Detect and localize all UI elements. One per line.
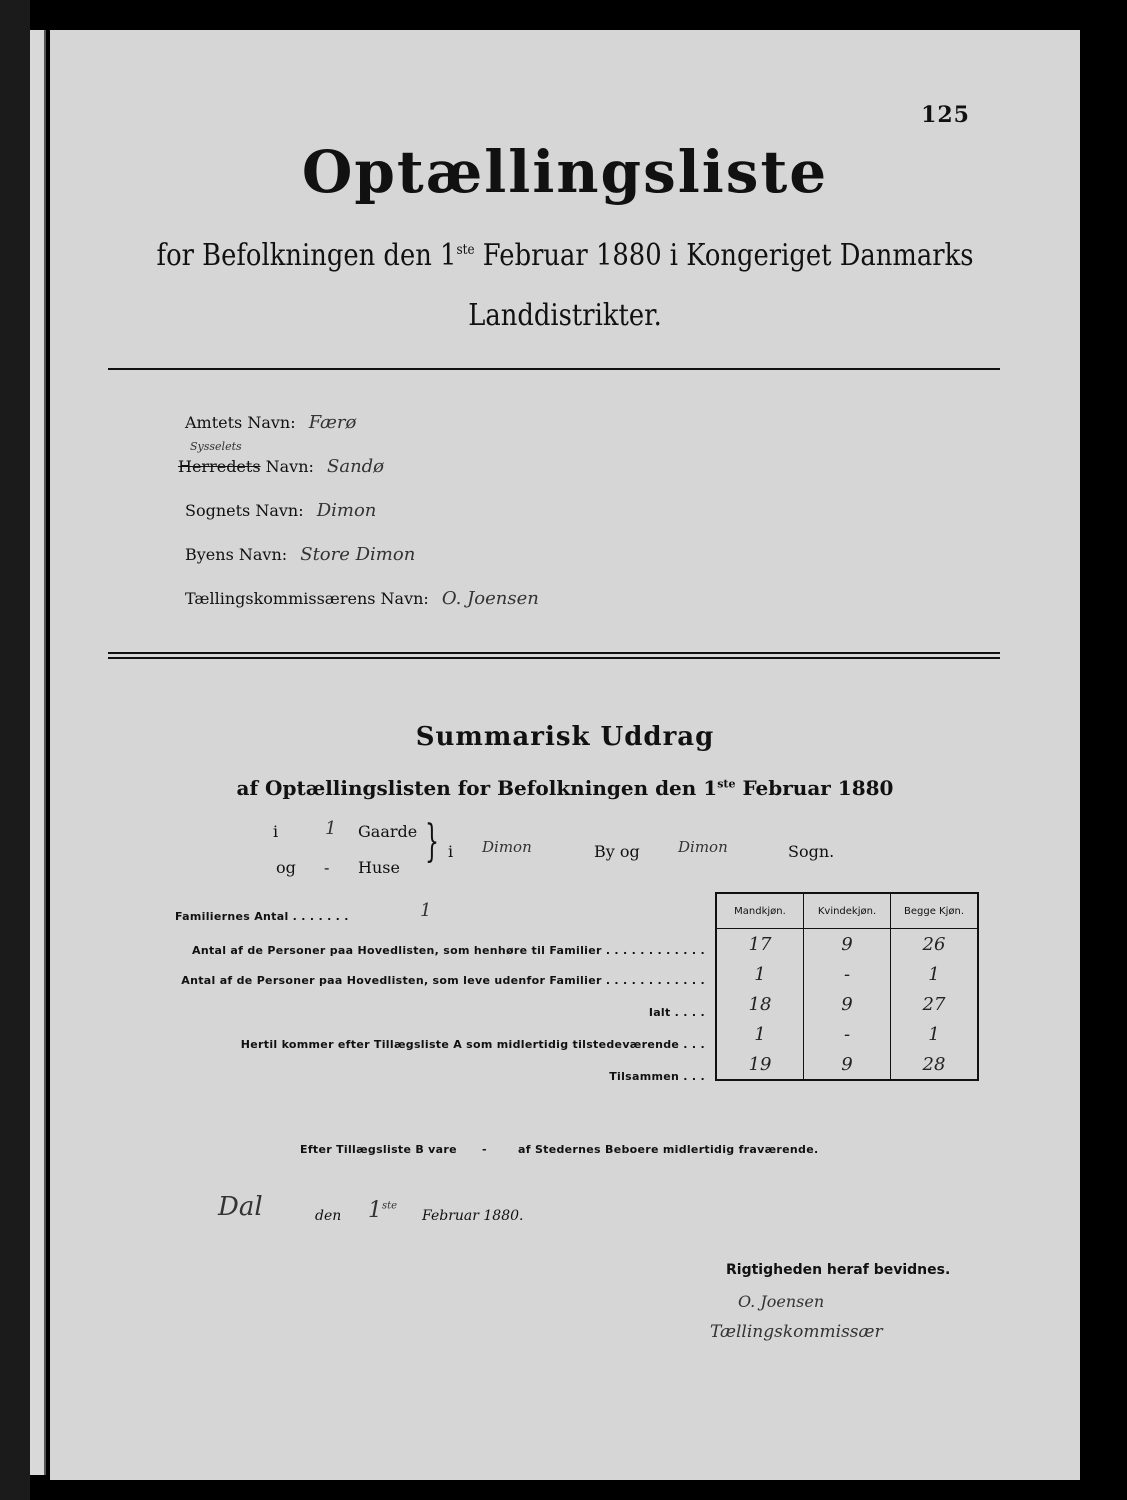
summary-title: Summarisk Uddrag bbox=[415, 722, 715, 752]
field-sogn-value: Dimon bbox=[316, 500, 377, 521]
table-cell: 17 bbox=[716, 929, 804, 960]
table-cell: 1 bbox=[891, 959, 979, 989]
col-header-male: Mandkjøn. bbox=[716, 893, 804, 929]
gaarde-value: 1 bbox=[325, 818, 337, 839]
familiernes-label: Familiernes Antal . . . . . . . bbox=[175, 910, 349, 923]
field-herred-correction: Sysselets bbox=[190, 440, 242, 453]
field-kommissaer-value: O. Joensen bbox=[441, 588, 539, 609]
page-subtitle: for Befolkningen den 1ste Februar 1880 i Kongeriget Danmarks bbox=[156, 238, 974, 273]
col-header-female: Kvindekjøn. bbox=[804, 893, 891, 929]
signature-name: O. Joensen bbox=[738, 1292, 825, 1311]
summary-table bbox=[715, 892, 979, 1081]
field-by-value: Store Dimon bbox=[300, 544, 416, 565]
col-header-both: Begge Kjøn. bbox=[891, 893, 979, 929]
by-label: By og bbox=[594, 842, 640, 861]
field-herred-label: Navn: bbox=[260, 457, 314, 476]
table-cell: - bbox=[804, 1019, 891, 1049]
page-number: 125 bbox=[921, 102, 970, 128]
summary-subtitle: af Optællingslisten for Befolkningen den 1ste Februar 1880 bbox=[236, 776, 894, 800]
table-row bbox=[716, 929, 978, 960]
familiernes-value: 1 bbox=[420, 900, 432, 921]
huse-label: Huse bbox=[358, 858, 400, 877]
table-row bbox=[716, 959, 978, 989]
attestation: Rigtigheden heraf bevidnes. bbox=[726, 1262, 951, 1278]
date-place: Dal bbox=[218, 1192, 263, 1222]
table-cell: - bbox=[804, 959, 891, 989]
table-cell: 1 bbox=[891, 1019, 979, 1049]
field-amt bbox=[185, 412, 356, 433]
field-kommissaer bbox=[185, 588, 539, 609]
gaarde-i: i bbox=[273, 822, 279, 841]
page-subtitle-line2: Landdistrikter. bbox=[468, 298, 662, 333]
page-title: Optællingsliste bbox=[301, 138, 829, 206]
table-cell: 9 bbox=[804, 989, 891, 1019]
huse-og: og bbox=[276, 858, 296, 877]
field-amt-label: Amtets Navn: bbox=[185, 413, 296, 432]
by-i: i bbox=[448, 842, 454, 861]
date-month-year: Februar 1880. bbox=[422, 1208, 524, 1224]
table-cell: 19 bbox=[716, 1049, 804, 1080]
field-amt-value: Færø bbox=[308, 412, 357, 433]
table-cell: 1 bbox=[716, 1019, 804, 1049]
row-label-4: Hertil kommer efter Tillægsliste A som midlertidig tilstedeværende . . . bbox=[240, 1038, 705, 1051]
double-divider-top bbox=[108, 652, 1000, 654]
brace: } bbox=[425, 816, 439, 867]
date-den: den bbox=[315, 1208, 342, 1224]
table-row bbox=[716, 989, 978, 1019]
table-cell: 1 bbox=[716, 959, 804, 989]
row-label-3: Ialt . . . . bbox=[648, 1006, 705, 1019]
efter-pre: Efter Tillægsliste B vare bbox=[300, 1143, 457, 1156]
field-herred-struck-label: Herredets bbox=[178, 457, 261, 476]
table-row bbox=[716, 1049, 978, 1080]
book-binding bbox=[0, 0, 30, 1500]
table-cell: 28 bbox=[891, 1049, 979, 1080]
table-cell: 27 bbox=[891, 989, 979, 1019]
signature-title: Tællingskommissær bbox=[710, 1322, 883, 1342]
date-day: 1ste bbox=[368, 1198, 398, 1223]
field-herred-value: Sandø bbox=[327, 456, 385, 477]
field-kommissaer-label: Tællingskommissærens Navn: bbox=[185, 589, 429, 608]
efter-value: - bbox=[482, 1143, 487, 1156]
page-edge bbox=[30, 30, 46, 1475]
by-value: Dimon bbox=[482, 838, 532, 856]
table-row bbox=[716, 1019, 978, 1049]
table-cell: 9 bbox=[804, 1049, 891, 1080]
gaarde-label: Gaarde bbox=[358, 822, 418, 841]
census-page bbox=[50, 30, 1080, 1480]
double-divider-bottom bbox=[108, 657, 1000, 659]
table-cell: 18 bbox=[716, 989, 804, 1019]
field-by-label: Byens Navn: bbox=[185, 545, 288, 564]
efter-post: af Stedernes Beboere midlertidig fraværende. bbox=[518, 1143, 819, 1156]
row-label-2: Antal af de Personer paa Hovedlisten, som leve udenfor Familier . . . . . . . . . . . . bbox=[181, 974, 705, 987]
field-herred bbox=[178, 456, 384, 477]
field-by bbox=[185, 544, 415, 565]
huse-value: - bbox=[324, 858, 330, 877]
row-label-1: Antal af de Personer paa Hovedlisten, som henhøre til Familier . . . . . . . . . . . . bbox=[192, 944, 705, 957]
sogn-value: Dimon bbox=[678, 838, 728, 856]
sogn-label: Sogn. bbox=[788, 842, 835, 861]
field-sogn bbox=[185, 500, 376, 521]
row-label-5: Tilsammen . . . bbox=[609, 1070, 705, 1083]
divider bbox=[108, 368, 1000, 370]
field-sogn-label: Sognets Navn: bbox=[185, 501, 304, 520]
table-cell: 26 bbox=[891, 929, 979, 960]
table-cell: 9 bbox=[804, 929, 891, 960]
